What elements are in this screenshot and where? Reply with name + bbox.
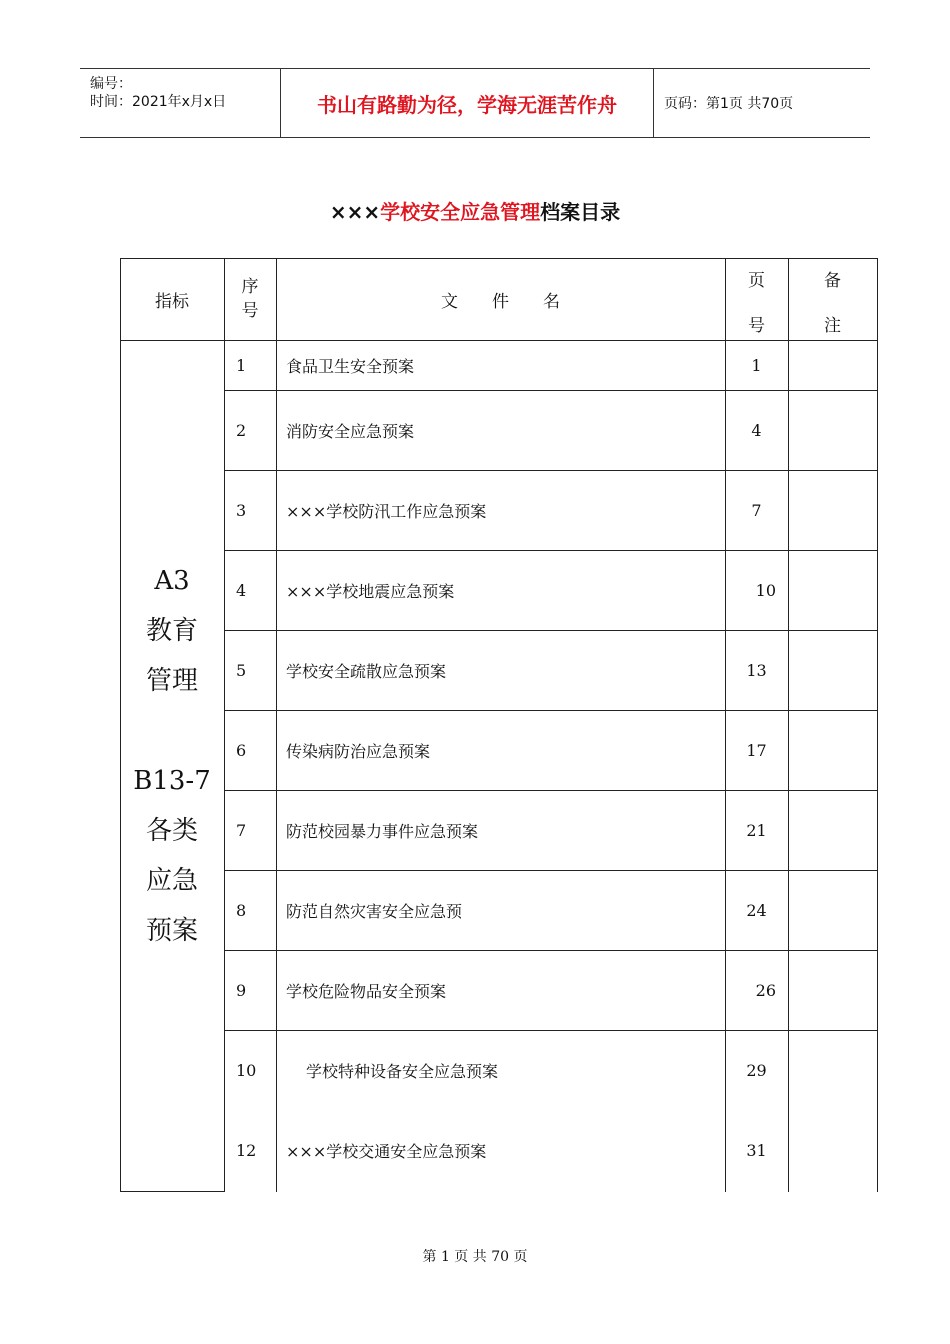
header-filename: 文 件 名: [441, 291, 560, 312]
header-motto: 书山有路勤为径，学海无涯苦作舟: [281, 69, 654, 137]
row-filename: 学校特种设备安全应急预案: [306, 1061, 499, 1081]
row-number: 10: [236, 1060, 257, 1080]
row-number: 8: [236, 900, 247, 920]
header-note-bottom: 注: [824, 316, 841, 336]
document-title: [0, 196, 950, 225]
number-label: 编号：: [90, 76, 132, 92]
row-number: 1: [236, 355, 247, 375]
date-label: 时间：2021年x月x日: [90, 94, 227, 110]
category-line-3: 管理: [145, 666, 198, 696]
page-header: [80, 68, 870, 138]
category-line-2: 教育: [145, 616, 198, 646]
header-note-top: 备: [824, 271, 841, 291]
catalog-table: [120, 258, 878, 1192]
row-page: 21: [746, 820, 767, 840]
page-footer: 第 1 页 共 70 页: [422, 1249, 528, 1265]
header-meta: [80, 69, 281, 137]
row-filename: ×××学校交通安全应急预案: [286, 1141, 487, 1161]
title-suffix: 档案目录: [540, 200, 621, 224]
row-page: 24: [746, 900, 767, 920]
row-number: 5: [236, 660, 247, 680]
row-filename: ×××学校地震应急预案: [286, 581, 455, 601]
row-filename: ×××学校防汛工作应急预案: [286, 501, 487, 521]
row-page: 31: [746, 1140, 767, 1160]
category-line-7: 预案: [145, 916, 198, 946]
row-page: 7: [751, 500, 762, 520]
row-page: 10: [755, 580, 776, 600]
row-filename: 学校安全疏散应急预案: [286, 661, 447, 681]
row-filename: 防范校园暴力事件应急预案: [286, 821, 479, 841]
header-page-label: 页码：第1页 共70页: [664, 96, 794, 112]
header-page-top: 页: [748, 271, 765, 291]
header-note: [788, 258, 877, 340]
header-page: [725, 258, 788, 340]
title-highlight: 学校安全应急管理: [380, 200, 541, 224]
category-line-6: 应急: [145, 866, 198, 896]
row-filename: 消防安全应急预案: [286, 421, 415, 441]
row-page: 1: [751, 355, 762, 375]
row-number: 2: [236, 420, 247, 440]
header-seq-bottom: 号: [241, 301, 259, 321]
row-number: 7: [236, 820, 247, 840]
row-number: 3: [236, 500, 247, 520]
title-prefix: ×××: [329, 200, 381, 224]
header-seq: [224, 258, 276, 340]
row-page: 13: [746, 660, 767, 680]
row-page: 17: [746, 740, 767, 760]
category-line-1: A3: [154, 566, 190, 596]
category-line-5: 各类: [145, 816, 198, 846]
row-number: 12: [236, 1140, 257, 1160]
row-filename: 学校危险物品安全预案: [286, 981, 447, 1001]
row-page: 4: [751, 420, 762, 440]
row-page: 26: [755, 980, 776, 1000]
row-number: 4: [236, 580, 247, 600]
row-filename: 食品卫生安全预案: [286, 356, 415, 376]
header-page-bottom: 号: [748, 316, 765, 336]
row-filename: 传染病防治应急预案: [286, 741, 431, 761]
category-label: [120, 556, 224, 956]
row-page: 29: [746, 1060, 767, 1080]
header-indicator: 指标: [155, 291, 189, 312]
row-number: 9: [236, 980, 247, 1000]
row-number: 6: [236, 740, 247, 760]
row-filename: 防范自然灾害安全应急预: [286, 901, 463, 921]
category-line-4: B13-7: [133, 766, 211, 796]
header-seq-top: 序: [241, 277, 259, 297]
